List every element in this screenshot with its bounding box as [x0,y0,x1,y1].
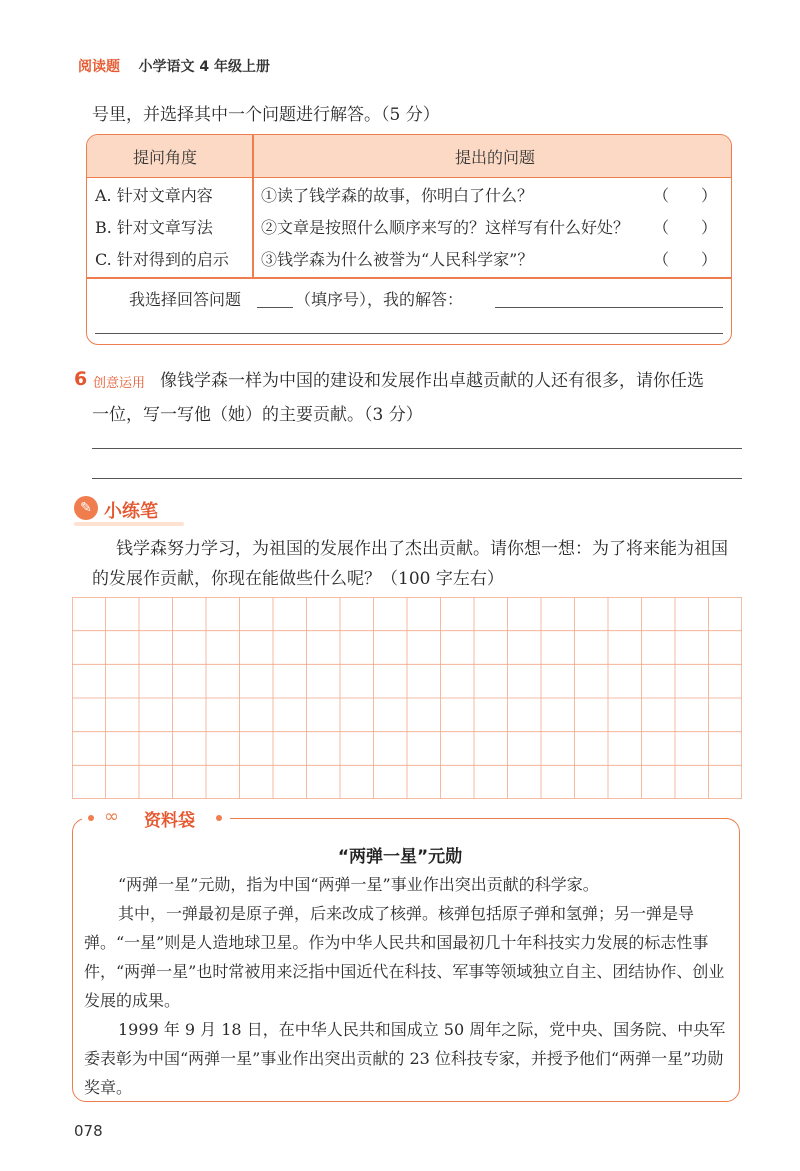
q6-answer-line-1[interactable] [92,448,742,449]
practice-text: 钱学森努力学习，为祖国的发展作出了杰出贡献。请你想一想：为了将来能为祖国的发展作贡献，你现在能做些什么呢？（100 字左右） [92,539,728,589]
answer-paren-1[interactable]: （ ） [653,186,718,205]
angle-b: B. 针对文章写法 [95,218,213,237]
label-dot-left [88,815,94,821]
question-table [86,134,732,345]
book-title: 小学语文 4 年级上册 [138,59,270,75]
page-header [78,56,270,76]
q6-number: 6 [74,368,88,390]
angle-c: C. 针对得到的启示 [95,250,229,269]
question-2: ②文章是按照什么顺序来写的？这样写有什么好处？ [261,218,630,237]
intro-line: 号里，并选择其中一个问题进行解答。（5 分） [92,105,440,125]
row-divider [87,277,731,279]
link-icon: ∞ [104,806,119,827]
answer-paren-2[interactable]: （ ） [653,218,718,237]
q6-answer-line-2[interactable] [92,478,742,479]
answer-paren-3[interactable]: （ ） [653,250,718,269]
practice-title-underline [74,522,184,526]
answer-line-2[interactable] [95,333,723,334]
angle-a: A. 针对文章内容 [95,186,213,205]
q6-tag: 创意运用 [93,376,146,391]
choice-blank[interactable] [257,307,293,308]
section-tag: 阅读题 [78,59,120,75]
resource-bag-label: 资料袋 [144,811,195,831]
writing-grid[interactable] [72,597,742,799]
resource-text [84,870,736,1102]
question-3: ③钱学森为什么被誉为“人民科学家”？ [261,250,534,269]
table-header-row [87,135,731,178]
choose-middle: （填序号），我的解答： [295,290,464,309]
resource-paragraph-3: 1999 年 9 月 18 日，在中华人民共和国成立 50 周年之际，党中央、国务院、中央军委表彰为中国“两弹一星”事业作出突出贡献的 23 位科技专家，并授予他们“两弹一星”功勋奖章。 [84,1020,726,1097]
header-questions: 提出的问题 [455,148,536,167]
resource-paragraph-2: 其中，一弹最初是原子弹，后来改成了核弹。核弹包括原子弹和氢弹；另一弹是导弹。“一星”则是人造地球卫星。作为中华人民共和国最初几十年科技实力发展的标志性事件，“两弹一星”也时常被用来泛指中国近代在科技、军事等领域独立自主、团结协作、创业发展的成果。 [84,904,725,1010]
pen-icon: ✎ [74,496,98,520]
answer-line-1[interactable] [495,307,723,308]
question-1: ①读了钱学森的故事，你明白了什么？ [261,186,534,205]
resource-paragraph-1: “两弹一星”元勋，指为中国“两弹一星”事业作出突出贡献的科学家。 [118,875,599,894]
practice-title: 小练笔 [104,501,158,522]
header-angle: 提问角度 [133,148,198,167]
label-dot-right [216,815,222,821]
resource-heading: “两弹一星”元勋 [337,847,463,867]
q6-text-line1: 像钱学森一样为中国的建设和发展作出卓越贡献的人还有很多，请你任选 [160,371,704,391]
q6-text-line2: 一位，写一写他（她）的主要贡献。（3 分） [92,405,423,425]
page-number: 078 [74,1122,103,1140]
choose-prefix: 我选择回答问题 [129,290,242,309]
column-divider [252,135,254,277]
